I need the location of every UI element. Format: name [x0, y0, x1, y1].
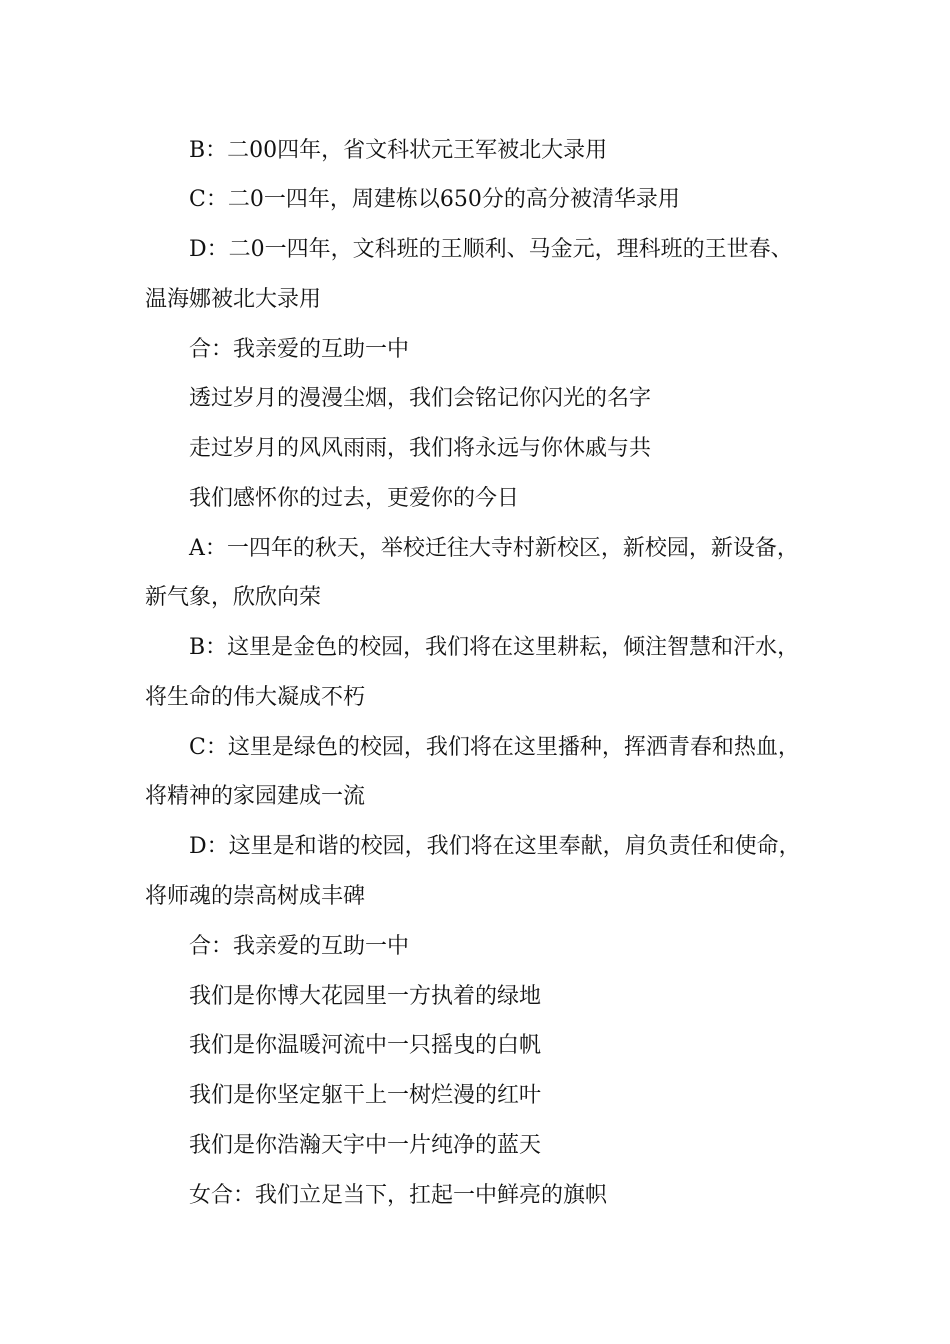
- text-line: D：这里是和谐的校园，我们将在这里奉献，肩负责任和使命，: [189, 834, 801, 859]
- text-line: 温海娜被北大录用: [145, 287, 322, 312]
- text-line: B：这里是金色的校园，我们将在这里耕耘，倾注智慧和汗水，: [189, 635, 800, 660]
- text-line: 走过岁月的风风雨雨，我们将永远与你休戚与共: [189, 436, 652, 461]
- text-line: 新气象，欣欣向荣: [145, 585, 322, 610]
- text-line: 将生命的伟大凝成不朽: [145, 685, 366, 710]
- text-line: 透过岁月的漫漫尘烟，我们会铭记你闪光的名字: [189, 386, 652, 411]
- text-line: 我们感怀你的过去，更爱你的今日: [189, 486, 520, 511]
- text-line: 女合：我们立足当下，扛起一中鲜亮的旗帜: [189, 1183, 608, 1208]
- text-line: C：二0一四年，周建栋以650分的高分被清华录用: [189, 187, 680, 212]
- text-line: B：二00四年，省文科状元王军被北大录用: [189, 138, 608, 163]
- text-line: 将师魂的崇高树成丰碑: [145, 884, 366, 909]
- text-line: A：一四年的秋天，举校迁往大寺村新校区，新校园，新设备，: [189, 536, 799, 561]
- text-line: 我们是你博大花园里一方执着的绿地: [189, 984, 542, 1009]
- text-line: 合：我亲爱的互助一中: [189, 934, 410, 959]
- text-line: 我们是你浩瀚天宇中一片纯净的蓝天: [189, 1133, 542, 1158]
- text-line: C：这里是绿色的校园，我们将在这里播种，挥洒青春和热血，: [189, 735, 800, 760]
- text-line: 将精神的家园建成一流: [145, 784, 366, 809]
- text-line: 我们是你坚定躯干上一树烂漫的红叶: [189, 1083, 542, 1108]
- text-line: 我们是你温暖河流中一只摇曳的白帆: [189, 1033, 542, 1058]
- text-line: D：二0一四年，文科班的王顺利、马金元，理科班的王世春、: [189, 237, 793, 262]
- text-line: 合：我亲爱的互助一中: [189, 337, 410, 362]
